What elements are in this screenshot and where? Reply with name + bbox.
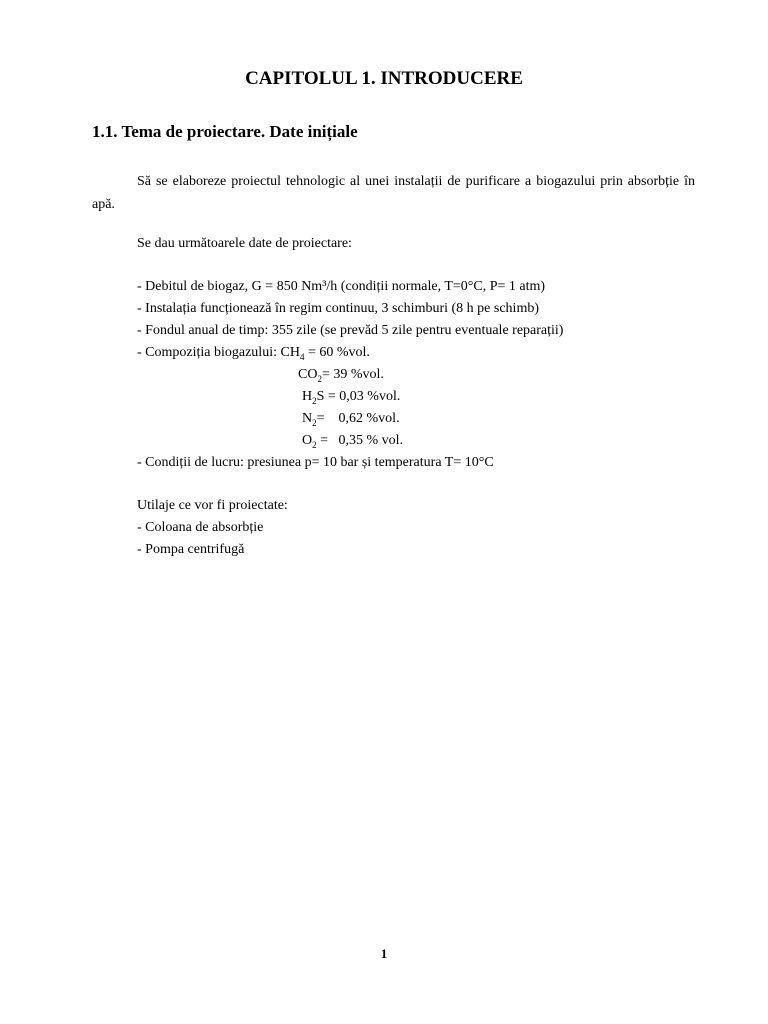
o2-value: = 0,35 % vol. [316, 433, 404, 448]
n2-line [302, 409, 400, 433]
co2-subscript: 2 [317, 373, 322, 384]
o2-subscript: 2 [312, 439, 317, 450]
n2-subscript: 2 [312, 417, 317, 428]
h2s-subscript: 2 [312, 395, 317, 406]
equipment-heading: Utilaje ce vor fi proiectate: [137, 498, 288, 513]
co2-line [298, 365, 384, 389]
page-number: 1 [380, 946, 388, 961]
composition-label: - Compoziția biogazului: [137, 345, 281, 360]
ch4-value: = 60 %vol. [304, 345, 370, 360]
co2-formula: CO [298, 367, 318, 382]
o2-line [302, 431, 403, 455]
equipment-item: - Pompa centrifugă [137, 542, 245, 557]
ch4-formula: CH [280, 345, 300, 360]
item-time-fund: - Fondul anual de timp: 355 zile (se prevăd 5 zile pentru eventuale reparații) [137, 323, 564, 338]
ch4-subscript: 4 [299, 351, 305, 362]
item-conditions: - Condiții de lucru: presiunea p= 10 bar și temperatura T= 10°C [137, 455, 494, 470]
h2s-value: S = 0,03 %vol. [316, 389, 401, 404]
intro-paragraph: Să se elaboreze proiectul tehnologic al unei instalații de purificare a biogazului prin absorbție în apă. [92, 174, 695, 212]
data-heading: Se dau următoarele date de proiectare: [137, 236, 352, 251]
n2-value: = 0,62 %vol. [316, 411, 400, 426]
n2-formula: N [302, 411, 313, 426]
chapter-title: CAPITOLUL 1. INTRODUCERE [245, 68, 523, 89]
item-flow: - Debitul de biogaz, G = 850 Nm³/h (condiții normale, T=0°C, P= 1 atm) [137, 279, 546, 294]
section-title: 1.1. Tema de proiectare. Date inițiale [92, 122, 358, 141]
equipment-item: - Coloana de absorbție [137, 520, 264, 535]
co2-value: = 39 %vol. [321, 367, 384, 382]
item-composition [137, 343, 370, 367]
o2-formula: O [302, 433, 313, 448]
h2s-line [302, 387, 400, 411]
h2s-formula: H [302, 389, 313, 404]
item-operation: - Instalația funcționează în regim continuu, 3 schimburi (8 h pe schimb) [137, 301, 539, 316]
